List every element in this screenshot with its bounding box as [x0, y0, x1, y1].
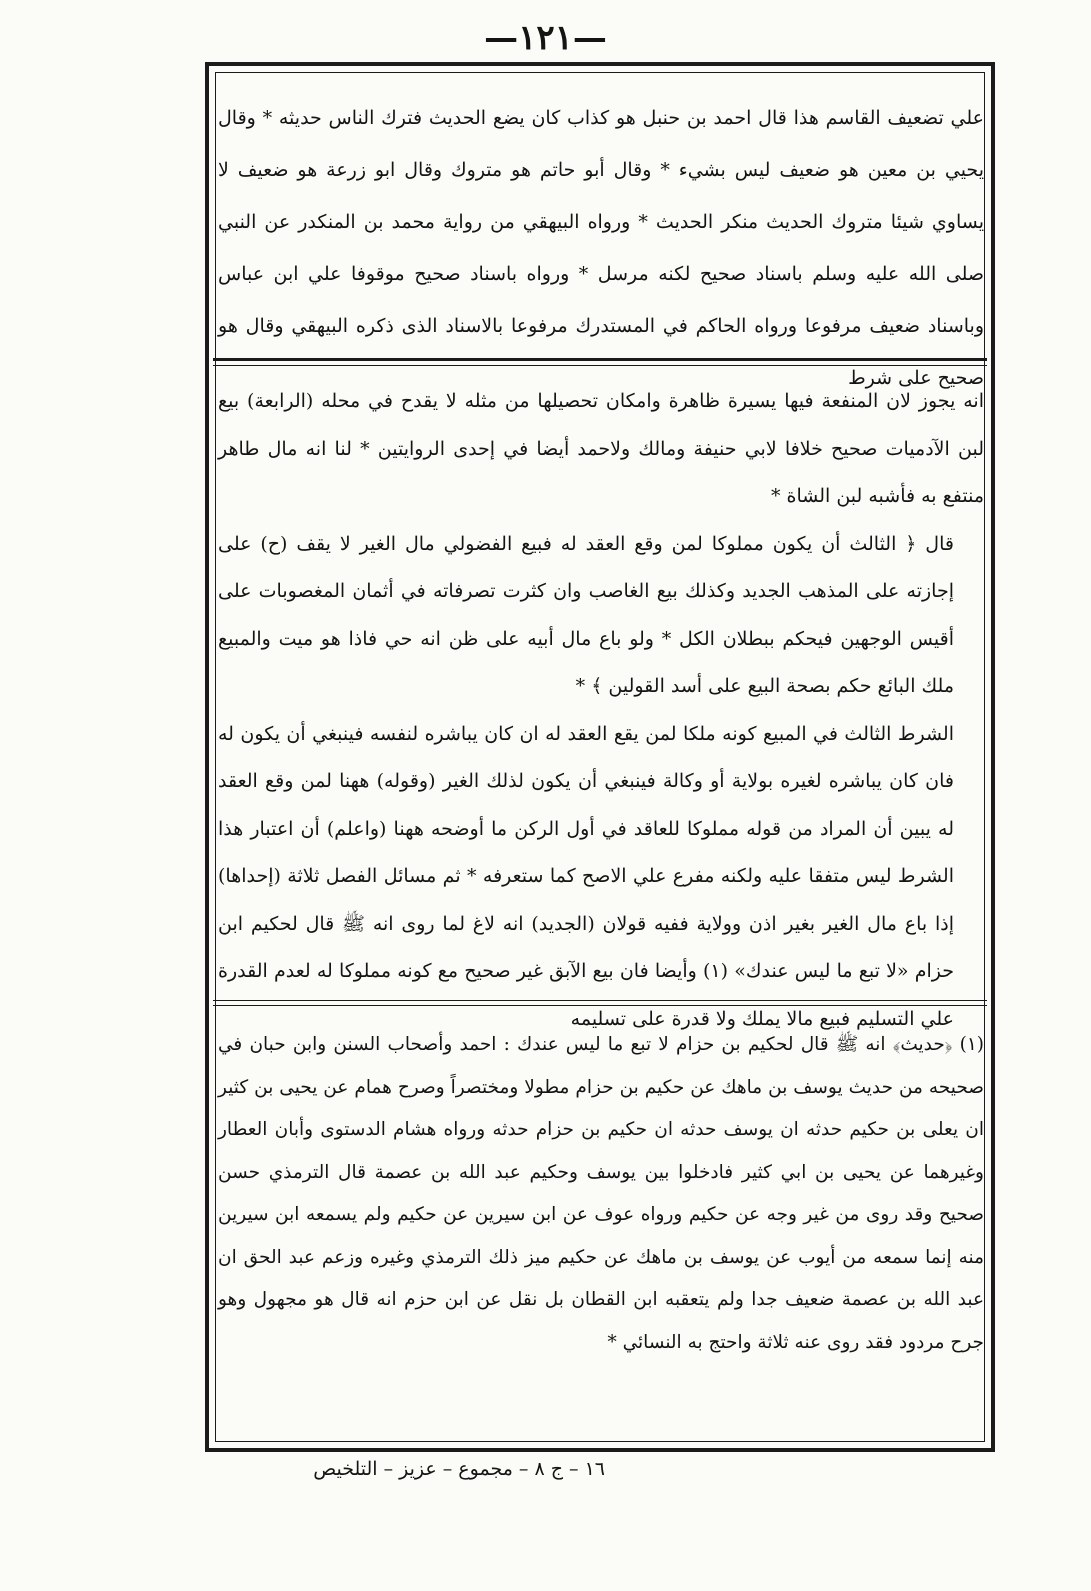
- body-paragraph: قال ﴿ الثالث أن يكون مملوكا لمن وقع العقد له فبيع الفضولي مال الغير لا يقف (ح) على إجازته على المذهب الجديد وكذلك بيع الغاصب وان كثرت تصرفاته في أثمان المغصوبات على أقيس الوجهين فيحكم ببطلان الكل * ولو باع مال أبيه على ظن انه حي فاذا هو ميت والمبيع ملك البائع حكم بصحة البيع على أسد القولين ﴾ *: [218, 532, 954, 697]
- printer-signature: ١٦ – ج ٨ – مجموع – عزيز – التلخيص: [313, 1458, 605, 1480]
- section-divider-double-rule: [213, 358, 987, 366]
- page-number: —١٢١—: [484, 18, 607, 58]
- footnote-text: [218, 1024, 984, 1364]
- footnote-divider-rule-secondary: [213, 1005, 987, 1006]
- main-body-text: [218, 378, 984, 1043]
- commentary-paragraph: علي تضعيف القاسم هذا قال احمد بن حنبل هو كذاب كان يضع الحديث فترك الناس حديثه * وقال يحيي بن معين هو ضعيف ليس بشيء * وقال أبو حاتم هو متروك وقال ابو زرعة هو ضعيف لا يساوي شيئا متروك الحديث منكر الحديث * ورواه البيهقي من رواية محمد بن المنكدر عن النبي صلى الله عليه وسلم باسناد صحيح لكنه مرسل * ورواه باسناد صحيح موقوفا علي ابن عباس وباسناد ضعيف مرفوعا ورواه الحاكم في المستدرك مرفوعا بالاسناد الذى ذكره البيهقي وقال هو صحيح على شرط: [218, 107, 984, 389]
- footnote-divider-rule: [213, 1000, 987, 1001]
- body-paragraph: انه يجوز لان المنفعة فيها يسيرة ظاهرة وامكان تحصيلها من مثله لا يقدح في محله (الرابعة) بيع لبن الآدميات صحيح خلافا لابي حنيفة ومالك ولاحمد أيضا في إحدى الروايتين * لنا انه مال طاهر منتفع به فأشبه لبن الشاة *: [218, 390, 984, 507]
- body-paragraph: الشرط الثالث في المبيع كونه ملكا لمن يقع العقد له ان كان يباشره لنفسه فينبغي أن يكون له فان كان يباشره لغيره بولاية أو وكالة فينبغي أن يكون لذلك الغير (وقوله) ههنا لمن وقع العقد له يبين أن المراد من قوله مملوكا للعاقد في أول الركن ما أوضحه ههنا (واعلم) أن اعتبار هذا الشرط ليس متفقا عليه ولكنه مفرع علي الاصح كما ستعرفه * ثم مسائل الفصل ثلاثة (إحداها) إذا باع مال الغير بغير اذن وولاية ففيه قولان (الجديد) انه لاغ لما روى انه ﷺ قال لحكيم ابن حزام «لا تبع ما ليس عندك» (١) وأيضا فان بيع الآبق غير صحيح مع كونه مملوكا له لعدم القدرة علي التسليم فبيع مالا يملك ولا قدرة على تسليمه: [218, 722, 954, 1030]
- footnote-paragraph: (١) ﴿حديث﴾ انه ﷺ قال لحكيم بن حزام لا تبع ما ليس عندك : احمد وأصحاب السنن وابن حبان في صحيحه من حديث يوسف بن ماهك عن حكيم بن حزام مطولا ومختصراً وصرح همام عن يحيى بن كثير ان يعلى بن حكيم حدثه ان يوسف حدثه ان حكيم بن حزام حدثه ورواه هشام الدستوى وأبان العطار وغيرهما عن يحيى بن ابي كثير فادخلوا بين يوسف وحكيم عبد الله بن عصمة قال الترمذي حسن صحيح وقد روى من غير وجه عن حكيم ورواه عوف عن ابن سيرين عن حكيم ولم يسمعه ابن سيرين منه إنما سمعه من أيوب عن يوسف بن ماهك عن حكيم ميز ذلك الترمذي وغيره وزعم عبد الحق ان عبد الله بن عصمة ضعيف جدا ولم يتعقبه ابن القطان بل نقل عن ابن حزم انه قال هو مجهول وهو جرح مردود فقد روى عنه ثلاثة واحتج به النسائي *: [218, 1034, 985, 1353]
